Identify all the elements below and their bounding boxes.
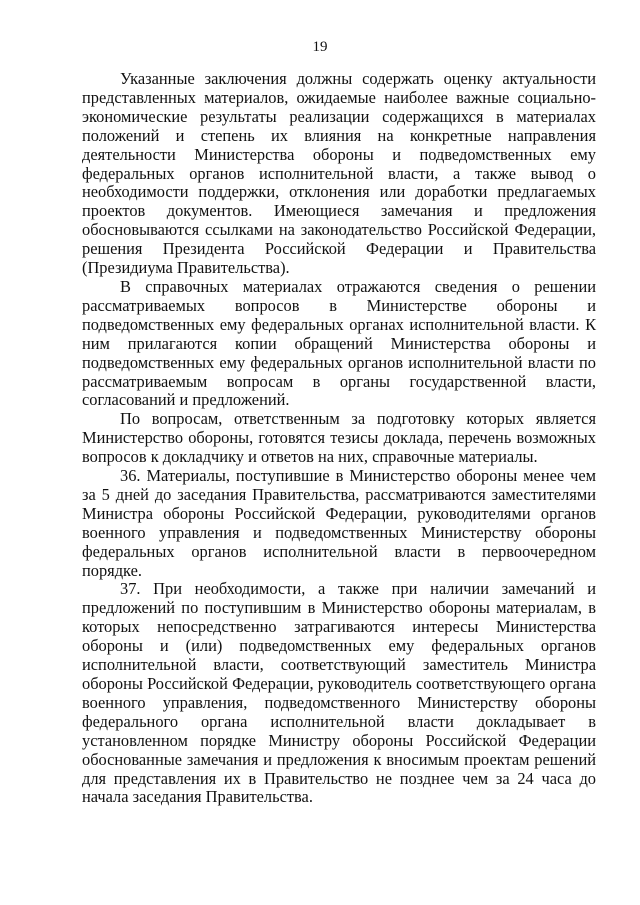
document-body: [82, 70, 596, 807]
paragraph-reference-materials: В справочных материалах отражаются сведения о решении рассматриваемых вопросов в Министерстве обороны и подведомственных ему федеральных органах исполнительной власти. К ним прилагаются копии обращений Министерства обороны и подведомственных ему федеральных органов исполнительной власти по рассматриваемым вопросам в органы государственной власти, согласований и предложений.: [82, 276, 596, 410]
paragraph-item-36: 36. Материалы, поступившие в Министерство обороны менее чем за 5 дней до заседания Правительства, рассматриваются заместителями Министра обороны Российской Федерации, руководителями органов военного управления и подведомственных Министерству обороны федеральных органов исполнительной власти в первоочередном порядке.: [82, 466, 596, 580]
paragraph-item-37: 37. При необходимости, а также при наличии замечаний и предложений по поступившим в Министерство обороны материалам, в которых непосредственно затрагиваются интересы Министерства обороны и (или) подведомственных ему федеральных органов исполнительной власти, соответствующий заместитель Министра обороны Российской Федерации, руководитель соответствующего органа военного управления, подведомственного Министерству обороны федерального органа исполнительной власти докладывает в установленном порядке Министру обороны Российской Федерации обоснованные замечания и предложения к вносимым проектам решений для представления их в Правительство не позднее чем за 24 часа до начала заседания Правительства.: [82, 579, 596, 807]
paragraph-report-theses: По вопросам, ответственным за подготовку которых является Министерство обороны, готовятся тезисы доклада, перечень возможных вопросов к докладчику и ответов на них, справочные материалы.: [82, 409, 596, 467]
page-number: 19: [312, 39, 328, 55]
paragraph-conclusions-requirements: Указанные заключения должны содержать оценку актуальности представленных материалов, ожидаемые наиболее важные социально-экономические результаты реализации содержащихся в материалах положений и степень их влияния на конкретные направления деятельности Министерства обороны и подведомственных ему федеральных органов исполнительной власти, а также вывод о необходимости поддержки, отклонения или доработки предлагаемых проектов документов. Имеющиеся замечания и предложения обосновываются ссылками на законодательство Российской Федерации, решения Президента Российской Федерации и Правительства (Президиума Правительства).: [82, 69, 596, 278]
